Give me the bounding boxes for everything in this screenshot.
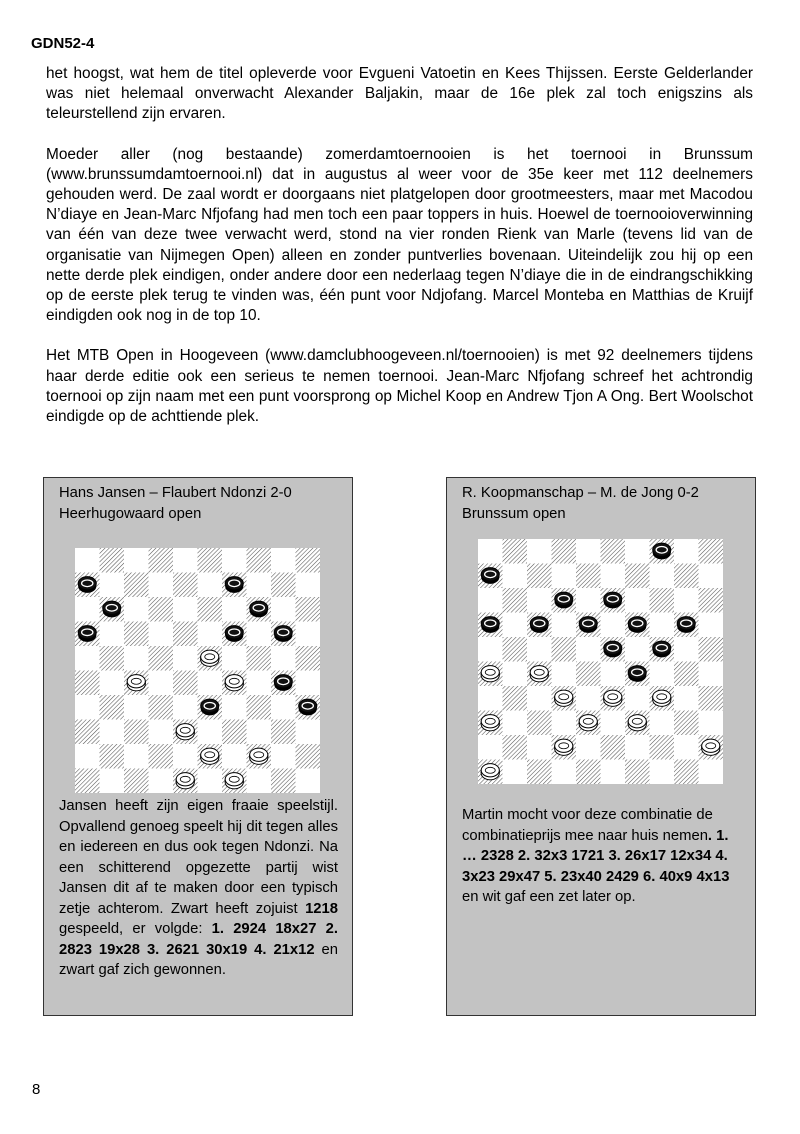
black-piece xyxy=(250,601,268,617)
page-number: 8 xyxy=(32,1081,41,1098)
game-event: Heerhugowaard open xyxy=(59,505,202,522)
game-players: R. Koopmanschap – M. de Jong 0-2 xyxy=(462,485,699,501)
dark-square xyxy=(271,769,296,794)
black-piece xyxy=(78,626,96,642)
dark-square xyxy=(650,735,675,760)
black-piece xyxy=(481,617,499,633)
dark-square xyxy=(124,720,149,745)
dark-square xyxy=(699,539,724,564)
white-piece xyxy=(530,666,548,682)
dark-square xyxy=(247,548,272,573)
white-piece xyxy=(555,690,573,706)
dark-square xyxy=(674,711,699,736)
dark-square xyxy=(699,588,724,613)
black-piece xyxy=(604,592,622,608)
dark-square xyxy=(601,735,626,760)
paragraph: Moeder aller (nog bestaande) zomerdamtoernooien is het toernooi in Brunssum (www.brunssumdamtoernooi.nl) dat in augustus al weer voor de 35e keer met 112 deelnemers gehouden werd. De zaal wordt er doorgaans niet platgelopen door grootmeesters, maar met Macodou N’diaye en Jean-Marc Nfjofang had men toch een paar toppers in huis. Hoewel de toernooioverwinning van één van deze twee verwacht werd, stond na vier ronden Rienk van Marle (tevens lid van de organisatie van Nijmegen Open) alleen en zonder puntverlies bovenaan. Uiteindelijk zou hij op een nette derde plek eindigen, onder andere door een nederlaag tegen N’diaye die in de eindrangschikking op de eerste plek terug te vinden was, één punt voor Ndjofang. Marcel Monteba en Matthias de Kruijf eindigden ook nog in de top 10. xyxy=(46,145,753,325)
draughts-board xyxy=(75,548,320,793)
paragraph: het hoogst, wat hem de titel opleverde voor Evgueni Vatoetin en Kees Thijssen. Eerste Gelderlander was niet helemaal onverwacht Alexander Baljakin, maar de 16e plek zal toch enigszins als teleurstellend zijn ervaren. xyxy=(46,65,753,123)
black-piece xyxy=(78,577,96,593)
black-piece xyxy=(653,543,671,559)
black-piece xyxy=(628,617,646,633)
black-piece xyxy=(225,626,243,642)
paragraph: Het MTB Open in Hoogeveen (www.damclubhoogeveen.nl/toernooien) is met 92 deelnemers tijdens haar derde editie ook een serieus te nemen toernooi. Jean-Marc Nfjofang schreef het achtrondig toernooi op zijn naam met een punt voorsprong op Michel Koop en Andrew Tjon A Ong. Bert Woolschot eindigde op de achttiende plek. xyxy=(46,347,753,426)
white-piece xyxy=(481,715,499,731)
white-piece xyxy=(702,739,720,755)
dark-square xyxy=(699,637,724,662)
white-piece xyxy=(127,675,145,691)
black-piece xyxy=(103,601,121,617)
black-piece xyxy=(579,617,597,633)
commentary-text: en zwart gaf zich gewonnen. xyxy=(59,941,338,978)
dark-square xyxy=(503,637,528,662)
game-title xyxy=(59,483,349,524)
dark-square xyxy=(296,646,321,671)
black-piece xyxy=(299,699,317,715)
dark-square xyxy=(149,548,174,573)
white-piece xyxy=(604,690,622,706)
white-piece xyxy=(201,748,219,764)
white-piece xyxy=(628,715,646,731)
black-piece xyxy=(604,641,622,657)
dark-square xyxy=(173,573,198,598)
black-piece xyxy=(530,617,548,633)
dark-square xyxy=(75,720,100,745)
dark-square xyxy=(100,548,125,573)
dark-square xyxy=(625,760,650,785)
article-body xyxy=(46,64,753,447)
dark-square xyxy=(149,646,174,671)
black-piece xyxy=(274,626,292,642)
dark-square xyxy=(576,662,601,687)
white-piece xyxy=(555,739,573,755)
black-piece xyxy=(555,592,573,608)
dark-square xyxy=(674,564,699,589)
dark-square xyxy=(503,539,528,564)
white-piece xyxy=(176,724,194,740)
game-title xyxy=(462,483,752,524)
dark-square xyxy=(650,588,675,613)
dark-square xyxy=(124,622,149,647)
commentary-text: en wit gaf een zet later op. xyxy=(462,889,636,905)
dark-square xyxy=(674,760,699,785)
dark-square xyxy=(75,671,100,696)
dark-square xyxy=(527,760,552,785)
commentary-moves: . 1. … 2328 2. 32x3 1721 3. 26x17 12x34 4. 3x23 29x47 5. 23x40 2429 6. 40x9 4x13 xyxy=(462,827,730,885)
dark-square xyxy=(503,735,528,760)
game-commentary xyxy=(462,805,745,908)
dark-square xyxy=(124,769,149,794)
white-piece xyxy=(481,764,499,780)
dark-square xyxy=(75,769,100,794)
dark-square xyxy=(625,564,650,589)
dark-square xyxy=(576,564,601,589)
white-piece xyxy=(225,675,243,691)
dark-square xyxy=(296,744,321,769)
document-code: GDN52-4 xyxy=(31,35,95,52)
dark-square xyxy=(503,686,528,711)
game-event: Brunssum open xyxy=(462,505,566,522)
dark-square xyxy=(173,671,198,696)
dark-square xyxy=(699,686,724,711)
dark-square xyxy=(198,597,223,622)
white-piece xyxy=(176,773,194,789)
dark-square xyxy=(601,539,626,564)
dark-square xyxy=(149,744,174,769)
dark-square xyxy=(527,564,552,589)
black-piece xyxy=(201,699,219,715)
dark-square xyxy=(247,695,272,720)
dark-square xyxy=(271,720,296,745)
white-piece xyxy=(579,715,597,731)
dark-square xyxy=(222,720,247,745)
dark-square xyxy=(527,711,552,736)
commentary-text: Jansen heeft zijn eigen fraaie speelstijl. Opvallend genoeg speelt hij dit tegen alles en iedereen en dus ook tegen Ndonzi. Na een schitterend opgezette partij wist Jansen dit af te maken door een typisch zetje achterom. Zwart heeft zojuist xyxy=(59,798,338,917)
dark-square xyxy=(247,646,272,671)
game-panel-jansen-ndonzi xyxy=(43,477,353,1016)
black-piece xyxy=(225,577,243,593)
dark-square xyxy=(198,548,223,573)
dark-square xyxy=(674,662,699,687)
game-players: Hans Jansen – Flaubert Ndonzi 2-0 xyxy=(59,485,292,501)
dark-square xyxy=(271,573,296,598)
dark-square xyxy=(576,760,601,785)
dark-square xyxy=(100,695,125,720)
dark-square xyxy=(173,622,198,647)
black-piece xyxy=(677,617,695,633)
dark-square xyxy=(503,588,528,613)
black-piece xyxy=(274,675,292,691)
dark-square xyxy=(124,573,149,598)
white-piece xyxy=(250,748,268,764)
dark-square xyxy=(296,548,321,573)
draughts-board xyxy=(478,539,723,784)
dark-square xyxy=(100,646,125,671)
dark-square xyxy=(149,597,174,622)
dark-square xyxy=(296,597,321,622)
dark-square xyxy=(149,695,174,720)
commentary-move: 1218 xyxy=(305,900,338,917)
commentary-text: Martin mocht voor deze combinatie de combinatieprijs mee naar huis nemen xyxy=(462,807,713,844)
commentary-text: gespeeld, er volgde: xyxy=(59,921,212,937)
dark-square xyxy=(100,744,125,769)
white-piece xyxy=(201,650,219,666)
white-piece xyxy=(481,666,499,682)
black-piece xyxy=(628,666,646,682)
black-piece xyxy=(481,568,499,584)
game-panel-koopmanschap-dejong xyxy=(446,477,756,1016)
game-commentary xyxy=(59,796,338,981)
commentary-moves: 1. 2924 18x27 2. 2823 19x28 3. 2621 30x19 4. 21x12 xyxy=(59,921,338,958)
black-piece xyxy=(653,641,671,657)
dark-square xyxy=(552,637,577,662)
white-piece xyxy=(653,690,671,706)
white-piece xyxy=(225,773,243,789)
dark-square xyxy=(552,539,577,564)
